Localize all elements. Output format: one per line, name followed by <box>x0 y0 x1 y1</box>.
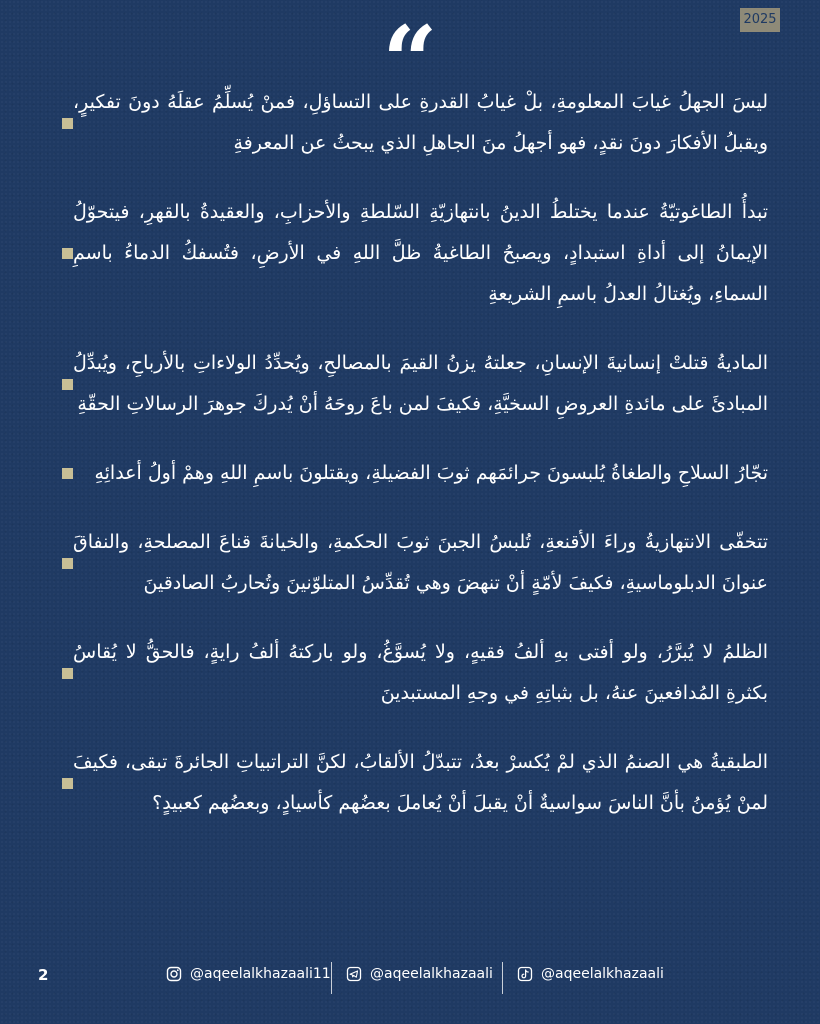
paragraph-text: الماديةُ قتلتْ إنسانيةَ الإنسانِ، جعلتهُ يزنُ القيمَ بالمصالحِ، ويُحدِّدُ الولاءاتِ بالأرباحِ، ويُبدِّلُ المبادئَ على مائدةِ العروضِ السخيَّةِ، فكيفَ لمن باعَ روحَهُ أنْ يُدركَ جوهرَ الرسالاتِ الحقّةِ <box>73 352 768 415</box>
page-number: 2 <box>38 966 49 984</box>
footer <box>0 962 820 994</box>
paragraph-item <box>52 742 768 824</box>
social-handle: @aqeelalkhazaali <box>541 966 664 982</box>
footer-divider <box>502 962 503 994</box>
bullet-square-icon <box>62 248 73 259</box>
instagram-icon <box>166 966 182 982</box>
bullet-square-icon <box>62 558 73 569</box>
paragraph-text: الظلمُ لا يُبرَّرُ، ولو أفتى بهِ ألفُ فقيهٍ، ولا يُسوَّغُ، ولو باركتهُ ألفُ رايةٍ، فالحقُّ لا يُقاسُ بكثرةِ المُدافعينَ عنهُ، بل بثباتِهِ في وجهِ المستبدينَ <box>73 641 768 704</box>
social-handle: @aqeelalkhazaali11 <box>190 966 331 982</box>
paragraph-item <box>52 522 768 604</box>
tiktok-icon <box>517 966 533 982</box>
paragraph-item <box>52 82 768 164</box>
paragraph-text: تبدأُ الطاغوتيّةُ عندما يختلطُ الدينُ بانتهازيّةِ السّلطةِ والأحزابِ، والعقيدةُ بالقهرِ، فيتحوّلُ الإيمانُ إلى أداةِ استبدادٍ، ويصبحُ الطاغيةُ ظلَّ اللهِ في الأرضِ، فتُسفكُ الدماءُ باسمِ السماءِ، ويُغتالُ العدلُ باسمِ الشريعةِ <box>73 201 768 305</box>
bullet-square-icon <box>62 468 73 479</box>
social-instagram[interactable] <box>166 966 331 982</box>
year-badge: 2025 <box>740 8 780 32</box>
telegram-icon <box>346 966 362 982</box>
paragraph-item <box>52 453 768 494</box>
bullet-square-icon <box>62 778 73 789</box>
paragraph-item <box>52 343 768 425</box>
social-handle: @aqeelalkhazaali <box>370 966 493 982</box>
paragraph-item <box>52 632 768 714</box>
paragraph-text: تتخفّى الانتهازيةُ وراءَ الأقنعةِ، تُلبسُ الجبنَ ثوبَ الحكمةِ، والخيانةَ قناعَ المصلحةِ، والنفاقَ عنوانَ الدبلوماسيةِ، فكيفَ لأمّةٍ أنْ تنهضَ وهي تُقدِّسُ المتلوّنينَ وتُحاربُ الصادقينَ <box>73 531 768 594</box>
paragraph-item <box>52 192 768 315</box>
paragraph-text: الطبقيةُ هي الصنمُ الذي لمْ يُكسرْ بعدُ، تتبدّلُ الألقابُ، لكنَّ التراتبياتِ الجائرةَ تبقى، فكيفَ لمنْ يُؤمنُ بأنَّ الناسَ سواسيةٌ أنْ يقبلَ أنْ يُعاملَ بعضُهم كأسيادٍ، وبعضُهم كعبيدٍ؟ <box>73 751 768 814</box>
paragraph-text: تجّارُ السلاحِ والطغاةُ يُلبسونَ جرائمَهم ثوبَ الفضيلةِ، ويقتلونَ باسمِ اللهِ وهمْ أولُ أعدائِهِ <box>94 462 768 484</box>
bullet-square-icon <box>62 118 73 129</box>
bullet-square-icon <box>62 379 73 390</box>
social-tiktok[interactable] <box>517 966 664 982</box>
paragraph-list <box>52 82 768 824</box>
paragraph-text: ليسَ الجهلُ غيابَ المعلومةِ، بلْ غيابُ القدرةِ على التساؤلِ، فمنْ يُسلِّمُ عقلَهُ دونَ تفكيرٍ، ويقبلُ الأفكارَ دونَ نقدٍ، فهو أجهلُ منَ الجاهلِ الذي يبحثُ عن المعرفةِ <box>73 91 768 154</box>
quote-mark-icon: “ <box>382 5 438 118</box>
bullet-square-icon <box>62 668 73 679</box>
footer-divider <box>331 962 332 994</box>
social-telegram[interactable] <box>346 966 493 982</box>
